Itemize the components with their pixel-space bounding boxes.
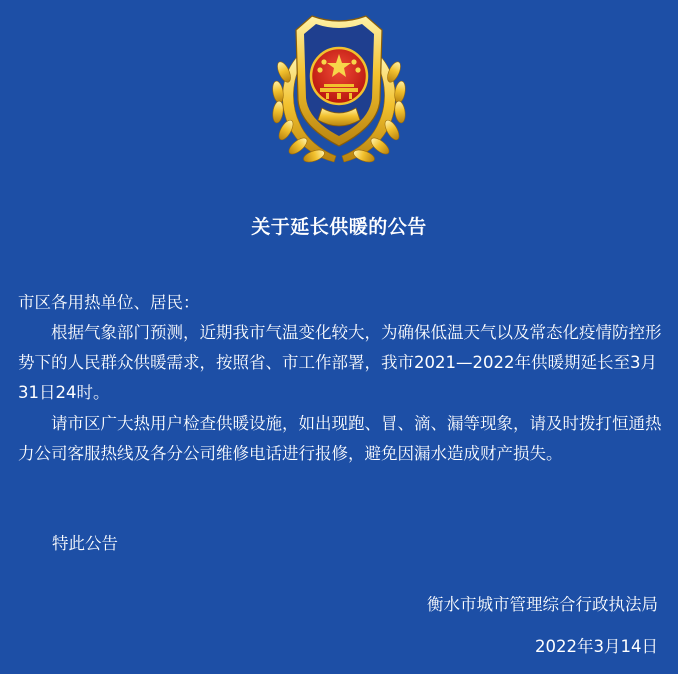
issuer-signature: 衡水市城市管理综合行政执法局: [427, 595, 658, 614]
paragraph-extension-notice: 根据气象部门预测，近期我市气温变化较大，为确保低温天气以及常态化疫情防控形势下的人民群众供暖需求，按照省、市工作部署，我市2021—2022年供暖期延长至3月31日24时。: [18, 323, 662, 402]
issue-date: 2022年3月14日: [535, 637, 658, 656]
police-emblem-icon: [262, 8, 416, 170]
announcement-title: 关于延长供暖的公告: [251, 216, 427, 238]
closing-remark: 特此公告: [52, 534, 118, 553]
paragraph-repair-instructions: 请市区广大热用户检查供暖设施，如出现跑、冒、滴、漏等现象，请及时拨打恒通热力公司客服热线及各分公司维修电话进行报修，避免因漏水造成财产损失。: [18, 414, 662, 463]
salutation: 市区各用热单位、居民：: [18, 293, 200, 312]
